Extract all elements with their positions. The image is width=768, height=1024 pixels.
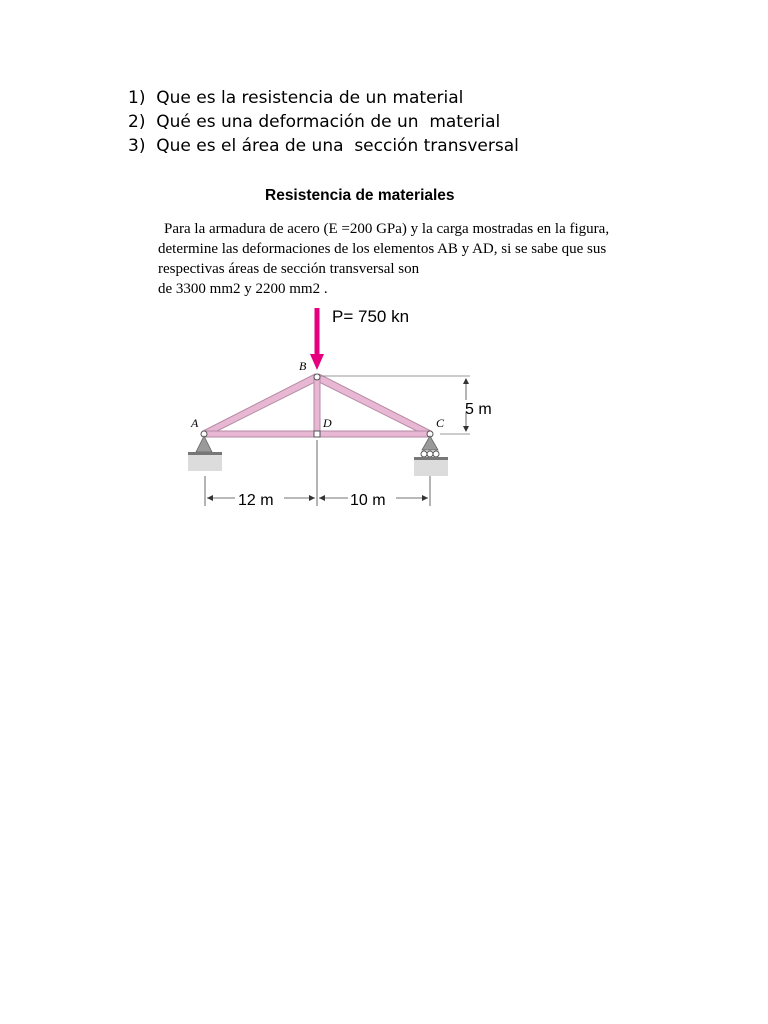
node-label-b: B: [299, 359, 307, 373]
question-item: 3) Que es el área de una sección transversal: [128, 136, 519, 156]
load-arrow: [310, 308, 324, 370]
member-bc: [315, 374, 431, 437]
question-item: 1) Que es la resistencia de un material: [128, 88, 464, 108]
problem-line: Para la armadura de acero (E =200 GPa) y la carga mostradas en la figura,: [164, 221, 610, 237]
truss-members: [203, 374, 431, 437]
pin-support-icon: [188, 436, 222, 471]
problem-statement: [158, 219, 698, 299]
height-dimension-label: 5 m: [465, 401, 492, 418]
member-ab: [203, 374, 319, 437]
question-list: [128, 86, 519, 158]
truss-figure: [180, 300, 520, 520]
question-item: 2) Qué es una deformación de un material: [128, 112, 501, 132]
problem-title: Resistencia de materiales: [265, 187, 455, 204]
problem-line: de 3300 mm2 y 2200 mm2 .: [158, 281, 328, 297]
left-span-label: 12 m: [238, 492, 274, 509]
node-label-c: C: [436, 416, 445, 430]
node-label-d: D: [323, 416, 332, 430]
problem-line: determine las deformaciones de los elementos AB y AD, si se sabe que sus: [158, 241, 607, 257]
roller-support-icon: [414, 436, 448, 476]
load-label: P= 750 kn: [332, 307, 410, 326]
node-label-a: A: [191, 416, 199, 430]
problem-line: respectivas áreas de sección transversal son: [158, 261, 420, 277]
member-bd: [314, 376, 320, 434]
height-dimension: [320, 376, 470, 434]
right-span-label: 10 m: [350, 492, 386, 509]
